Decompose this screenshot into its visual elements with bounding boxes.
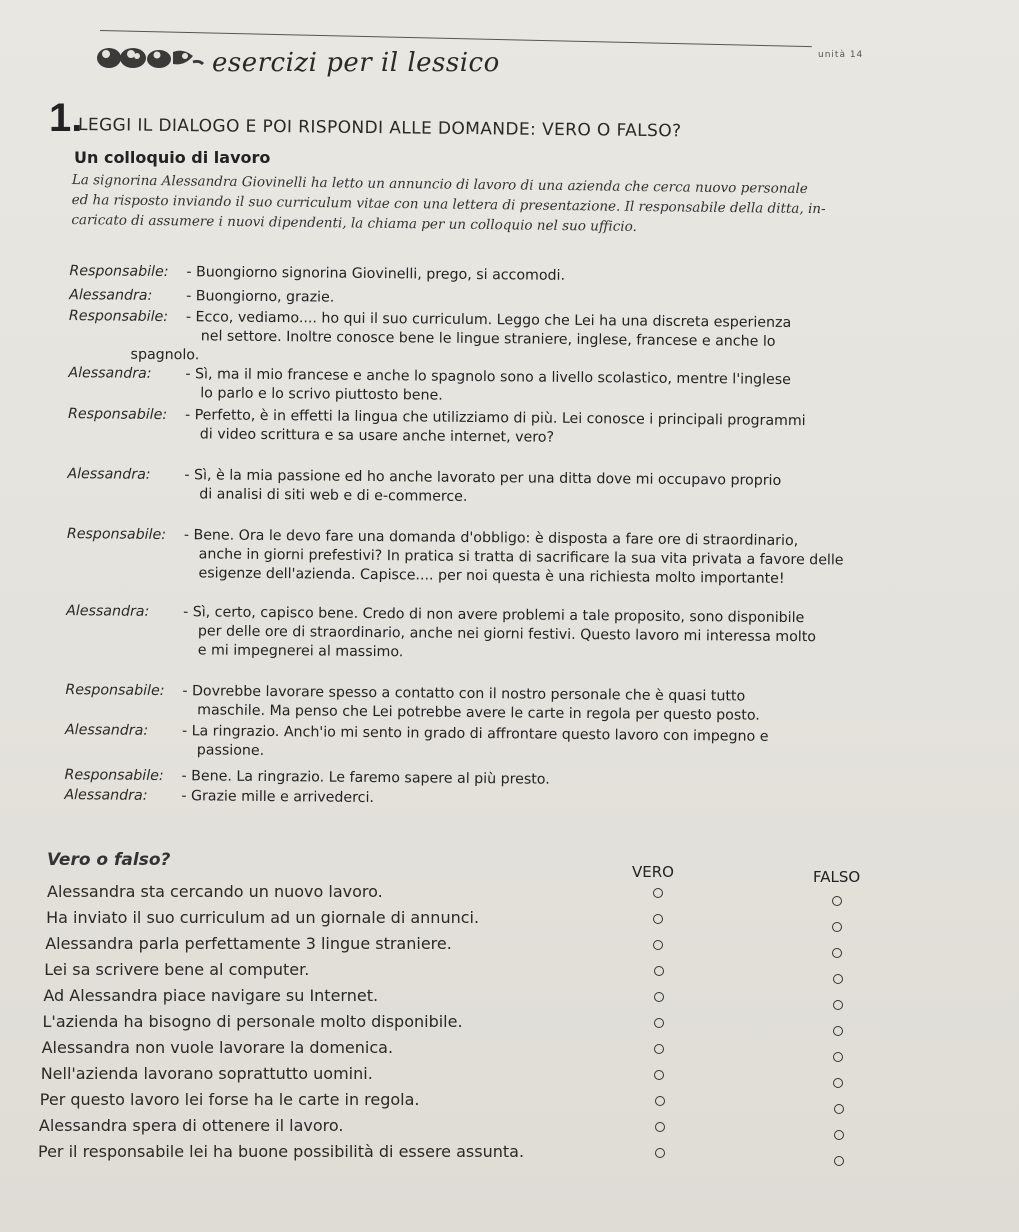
dialogue-speaker: Responsabile: xyxy=(66,526,167,544)
dialogue-line: - Ecco, vediamo.... ho qui il suo curriculum. Leggo che Lei ha una discreta esperienza xyxy=(185,309,792,331)
statement-text: Lei sa scrivere bene al computer. xyxy=(44,960,310,979)
dialogue-line: esigenze dell'azienda. Capisce.... per noi questa è una richiesta molto importante! xyxy=(198,565,785,587)
dialogue-turn xyxy=(61,262,981,284)
statement-text: Ha inviato il suo curriculum ad un giornale di annunci. xyxy=(46,908,480,927)
dialogue-speaker: Alessandra: xyxy=(68,365,152,382)
dialogue-speaker: Responsabile: xyxy=(68,308,169,326)
vero-radio[interactable] xyxy=(654,1070,664,1080)
dialogue-speaker: Alessandra: xyxy=(69,287,153,304)
handshake-people-icon xyxy=(95,44,207,72)
dialogue-turn xyxy=(61,307,981,364)
true-false-title: Vero o falso? xyxy=(47,850,171,870)
statement-row xyxy=(47,882,947,904)
dialogue-line: - La ringrazio. Anch'io mi sento in grado di affrontare questo lavoro con impegno e xyxy=(181,723,769,745)
dialogue-turn xyxy=(60,405,980,446)
statement-text: Alessandra non vuole lavorare la domenica. xyxy=(41,1038,394,1057)
dialogue-turn xyxy=(59,525,979,587)
dialogue-line: - Dovrebbe lavorare spesso a contatto con il nostro personale che è quasi tutto xyxy=(182,683,746,705)
dialogue-line: lo parlo e lo scrivo piuttosto bene. xyxy=(200,385,443,404)
statement-text: L'azienda ha bisogno di personale molto disponibile. xyxy=(42,1012,463,1031)
dialogue-turn xyxy=(58,602,978,661)
statement-row xyxy=(38,1142,938,1164)
falso-radio[interactable] xyxy=(833,1052,843,1062)
dialogue-line: - Grazie mille e arrivederci. xyxy=(181,788,375,807)
dialogue-speaker: Alessandra: xyxy=(64,787,148,804)
vero-radio[interactable] xyxy=(653,940,663,950)
dialogue-line: - Sì, certo, capisco bene. Credo di non avere problemi a tale proposito, sono disponibile xyxy=(183,604,805,627)
dialogue-speaker: Alessandra: xyxy=(64,722,149,739)
falso-radio[interactable] xyxy=(832,948,842,958)
intro-line: caricato di assumere i nuovi dipendenti, la chiama per un colloquio nel suo ufficio. xyxy=(71,211,637,235)
dialogue-line: maschile. Ma penso che Lei potrebbe avere le carte in regola per questo posto. xyxy=(197,702,760,724)
intro-paragraph xyxy=(71,170,872,240)
statement-row xyxy=(40,1090,940,1112)
falso-radio[interactable] xyxy=(833,1026,843,1036)
vero-radio[interactable] xyxy=(655,1148,665,1158)
vero-radio[interactable] xyxy=(653,888,663,898)
exercise-number: 1. xyxy=(49,96,83,140)
dialogue-line: anche in giorni prefestivi? In pratica si tratta di sacrificare la sua vita privata a favore delle xyxy=(198,546,844,569)
falso-radio[interactable] xyxy=(833,1078,843,1088)
statement-text: Alessandra spera di ottenere il lavoro. xyxy=(38,1116,344,1135)
vero-column-label: VERO xyxy=(632,863,674,881)
statement-row xyxy=(44,960,944,982)
intro-line: La signorina Alessandra Giovinelli ha letto un annuncio di lavoro di una azienda che cerca nuovo personale xyxy=(71,171,808,197)
dialogue-speaker: Alessandra: xyxy=(67,466,151,483)
dialogue-line: - Buongiorno signorina Giovinelli, prego, si accomodi. xyxy=(186,264,566,284)
dialogue-line: - Buongiorno, grazie. xyxy=(186,288,335,306)
statement-row xyxy=(43,1012,943,1034)
statement-row xyxy=(42,1038,942,1060)
dialogue-line: - Sì, è la mia passione ed ho anche lavorato per una ditta dove mi occupavo proprio xyxy=(184,467,782,489)
dialogue-turn xyxy=(61,286,981,306)
dialogue-line: passione. xyxy=(196,742,265,759)
vero-radio[interactable] xyxy=(654,1044,664,1054)
vero-radio[interactable] xyxy=(654,1018,664,1028)
dialogue-line: - Sì, ma il mio francese e anche lo spagnolo sono a livello scolastico, mentre l'inglese xyxy=(185,366,791,388)
falso-radio[interactable] xyxy=(834,1130,844,1140)
dialogue-line: - Bene. Ora le devo fare una domanda d'obbligo: è disposta a fare ore di straordinario, xyxy=(183,527,799,550)
statement-text: Per il responsabile lei ha buone possibilità di essere assunta. xyxy=(38,1142,525,1161)
falso-radio[interactable] xyxy=(832,922,842,932)
falso-radio[interactable] xyxy=(834,1104,844,1114)
statement-text: Alessandra parla perfettamente 3 lingue straniere. xyxy=(45,934,452,953)
statement-row xyxy=(41,1064,941,1086)
vero-radio[interactable] xyxy=(654,992,664,1002)
falso-radio[interactable] xyxy=(834,1156,844,1166)
dialogue-line: - Perfetto, è in effetti la lingua che utilizziamo di più. Lei conosce i principali programmi xyxy=(184,407,806,430)
dialogue-line: nel settore. Inoltre conosce bene le lingue straniere, inglese, francese e anche lo xyxy=(200,328,776,350)
dialogue-line: di analisi di siti web e di e-commerce. xyxy=(199,486,468,505)
vero-radio[interactable] xyxy=(653,914,663,924)
statement-row xyxy=(39,1116,939,1138)
statement-row xyxy=(43,986,943,1008)
dialogue-turn xyxy=(61,364,981,404)
dialogue-speaker: Responsabile: xyxy=(65,682,165,699)
statement-row xyxy=(46,908,946,930)
statement-text: Ad Alessandra piace navigare su Internet. xyxy=(43,986,379,1005)
intro-line: ed ha risposto inviando il suo curriculum vitae con una lettera di presentazione. Il responsabile della ditta, in- xyxy=(71,191,826,218)
unit-tag: unità 14 xyxy=(818,50,864,60)
dialogue-line: di video scrittura e sa usare anche internet, vero? xyxy=(199,426,555,446)
exercise-instruction: LEGGI IL DIALOGO E POI RISPONDI ALLE DOMANDE: VERO O FALSO? xyxy=(77,115,682,142)
dialogue-speaker: Responsabile: xyxy=(64,767,164,784)
dialogue-line: per delle ore di straordinario, anche nei giorni festivi. Questo lavoro mi interessa molto xyxy=(197,623,817,646)
dialogue-speaker: Responsabile: xyxy=(69,263,169,281)
dialogue-speaker: Responsabile: xyxy=(67,406,168,424)
vero-radio[interactable] xyxy=(655,1122,665,1132)
dialogue-line: - Bene. La ringrazio. Le faremo sapere al più presto. xyxy=(181,768,550,788)
vero-radio[interactable] xyxy=(655,1096,665,1106)
dialogue-line: e mi impegnerei al massimo. xyxy=(197,642,404,661)
statement-row xyxy=(45,934,945,956)
falso-radio[interactable] xyxy=(833,1000,843,1010)
dialogue-turn xyxy=(60,465,980,505)
dialogue-line: spagnolo. xyxy=(130,346,200,364)
statement-text: Alessandra sta cercando un nuovo lavoro. xyxy=(47,882,383,901)
dialogue-speaker: Alessandra: xyxy=(66,603,150,620)
falso-column-label: FALSO xyxy=(813,868,861,886)
dialogue-title: Un colloquio di lavoro xyxy=(74,148,271,167)
section-title: esercizi per il lessico xyxy=(212,48,500,78)
falso-radio[interactable] xyxy=(833,974,843,984)
statement-text: Nell'azienda lavorano soprattutto uomini. xyxy=(40,1064,373,1083)
dialogue-turn xyxy=(57,766,977,788)
dialogue-turn xyxy=(57,681,977,724)
falso-radio[interactable] xyxy=(832,896,842,906)
statement-text: Per questo lavoro lei forse ha le carte in regola. xyxy=(39,1090,420,1109)
vero-radio[interactable] xyxy=(654,966,664,976)
